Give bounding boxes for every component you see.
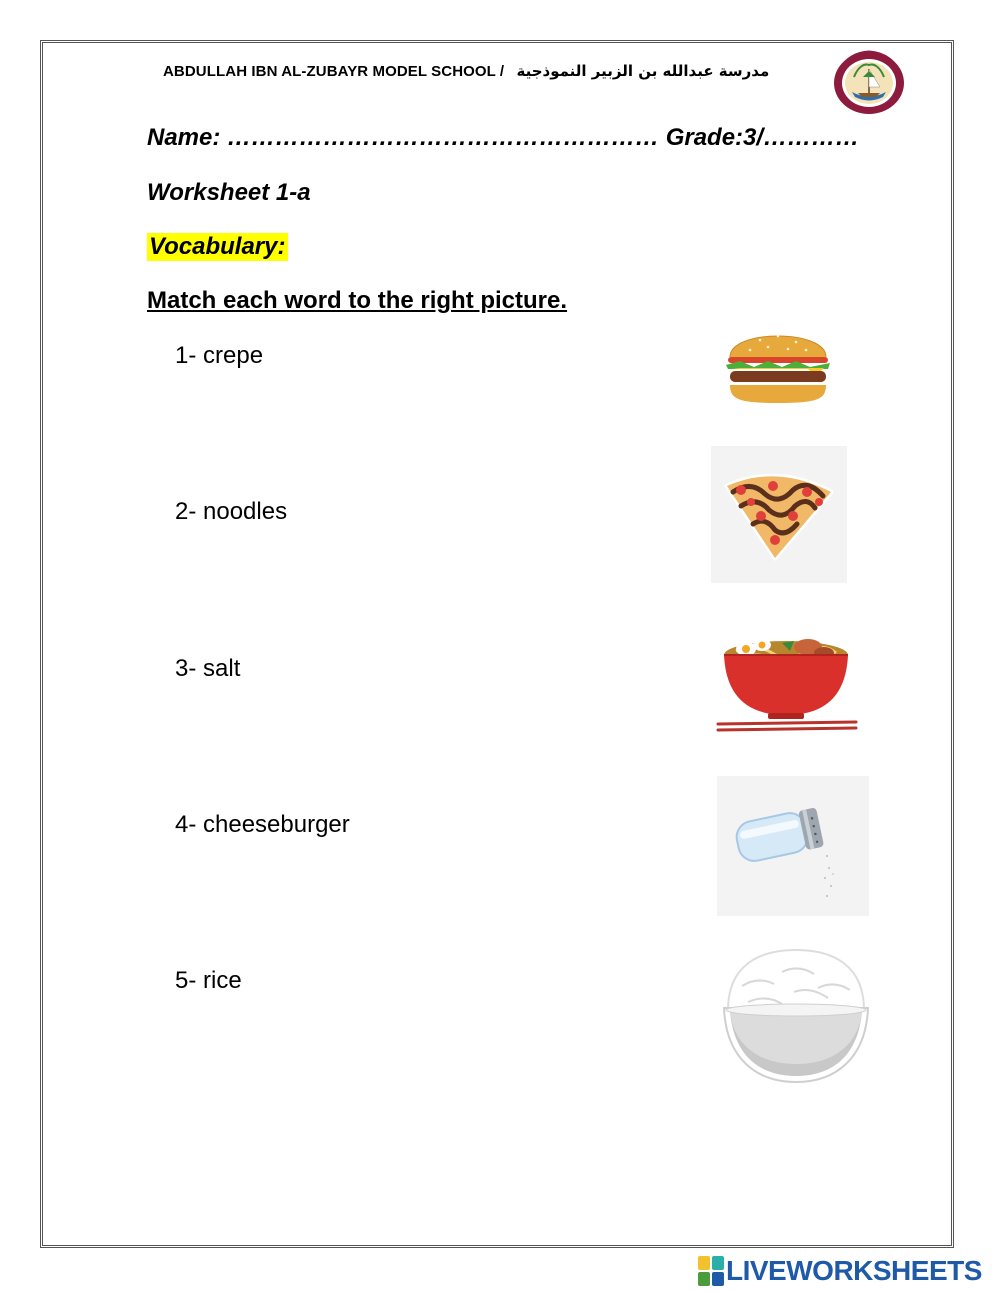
school-header (163, 62, 803, 80)
word-item-crepe[interactable]: 1- crepe (175, 342, 264, 369)
section-heading-vocabulary: Vocabulary: (149, 233, 286, 260)
worksheet-title: Worksheet 1-a (147, 179, 311, 206)
name-grade-line: Name: ……………………………………………… Grade:3/………… (147, 124, 860, 151)
word-item-salt[interactable]: 3- salt (175, 655, 241, 682)
word-item-noodles[interactable]: 2- noodles (175, 498, 288, 525)
school-name-english: ABDULLAH IBN AL-ZUBAYR MODEL SCHOOL / (163, 63, 505, 80)
word-item-rice[interactable]: 5- rice (175, 967, 242, 994)
cheeseburger-picture-icon[interactable] (720, 315, 836, 410)
salt-shaker-picture-icon[interactable] (717, 776, 869, 916)
liveworksheets-wordmark: LIVEWORKSHEETS (726, 1255, 982, 1286)
noodle-bowl-picture-icon[interactable] (712, 625, 860, 740)
liveworksheets-brand[interactable] (698, 1254, 982, 1288)
instruction-text: Match each word to the right picture. (147, 287, 568, 314)
word-item-cheeseburger[interactable]: 4- cheeseburger (175, 811, 350, 838)
rice-bowl-picture-icon[interactable] (718, 946, 874, 1090)
school-logo-icon (830, 47, 908, 117)
crepe-picture-icon[interactable] (711, 446, 847, 583)
liveworksheets-logo-icon (698, 1256, 724, 1286)
school-name-arabic: مدرسة عبدالله بن الزبير النموذجية (516, 62, 770, 80)
